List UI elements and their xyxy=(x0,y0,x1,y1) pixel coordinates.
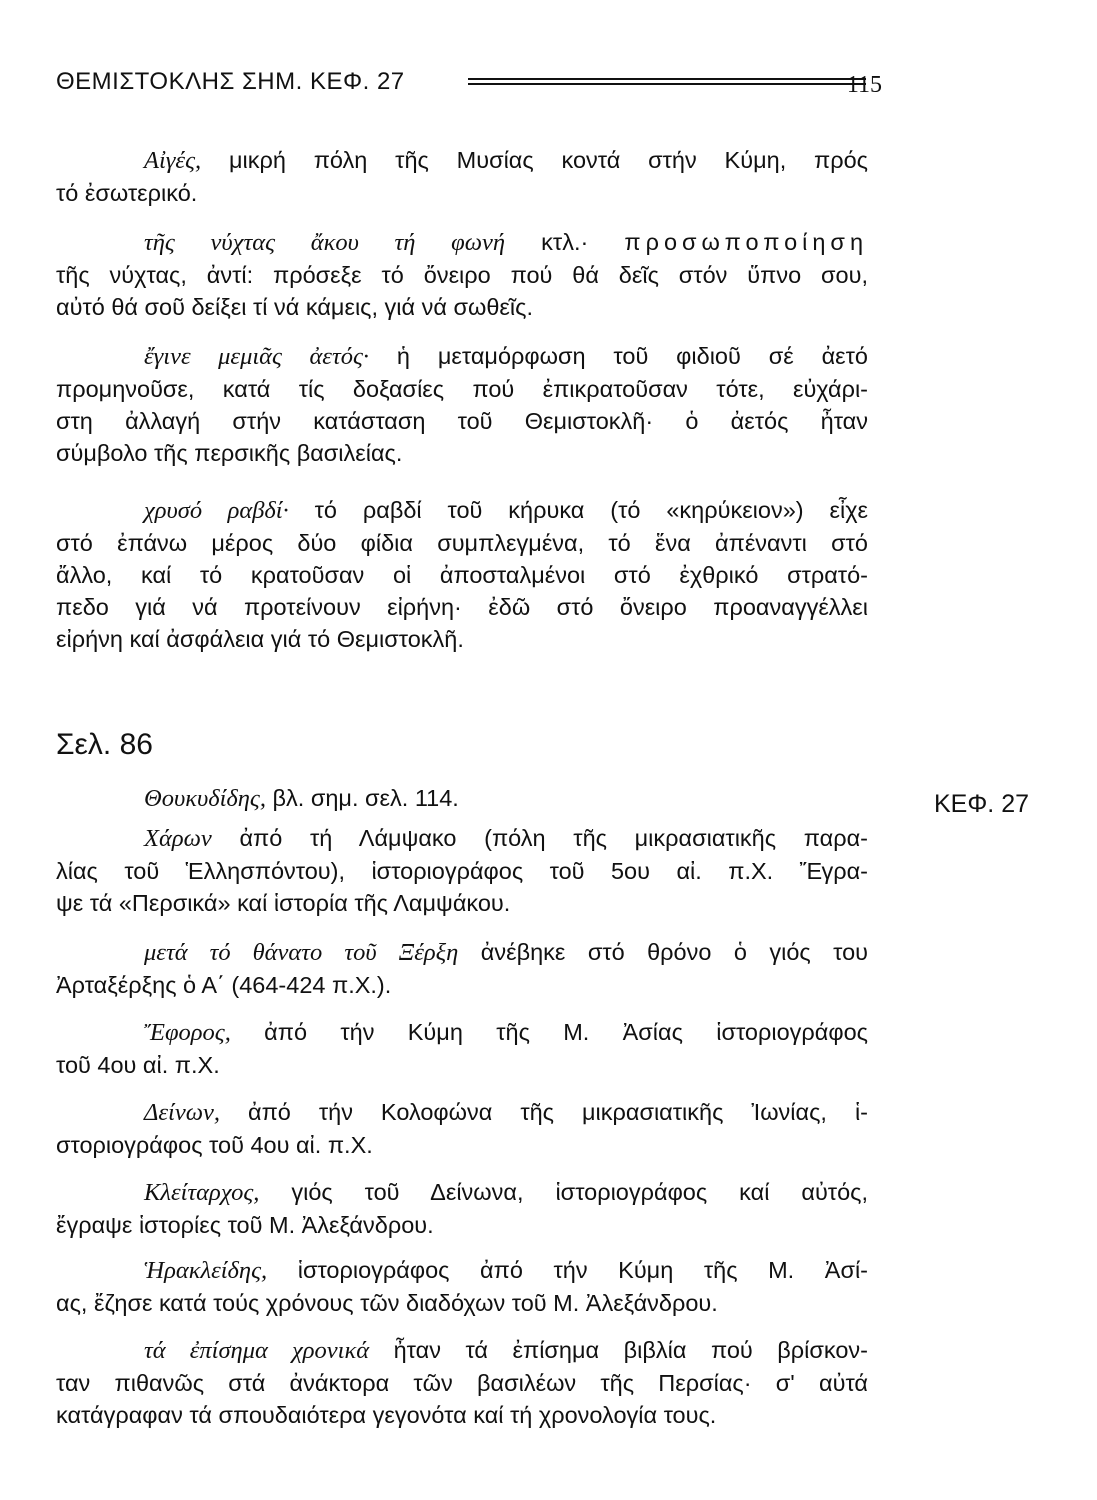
note-text: ἀπό τήν Κολοφώνα τῆς μικρασιατικῆς Ἰωνίας, ἱ- xyxy=(248,1099,868,1125)
note-ephorus xyxy=(56,1016,868,1081)
note-text: κτλ.· xyxy=(541,229,589,255)
note-line: στη ἀλλαγή στήν κατάσταση τοῦ Θεμιστοκλῆ· ὁ ἀετός ἦταν xyxy=(56,408,868,434)
note-line: ἔγραψε ἱστορίες τοῦ Μ. Ἀλεξάνδρου. xyxy=(56,1212,434,1238)
note-night-voice xyxy=(56,226,868,323)
note-lemma: Θουκυδίδης, xyxy=(144,785,266,812)
note-text: ἀπό τήν Κύμη τῆς Μ. Ἀσίας ἱστοριογράφος xyxy=(264,1019,868,1045)
note-lemma: Κλείταρχος, xyxy=(144,1179,260,1206)
note-line: τοῦ 4ου αἰ. π.Χ. xyxy=(56,1052,220,1078)
note-line: κατάγραφαν τά σπουδαιότερα γεγονότα καί τή χρονολογία τους. xyxy=(56,1402,717,1428)
note-line: ταν πιθανῶς στά ἀνάκτορα τῶν βασιλέων τῆς Περσίας· σ' αὐτά xyxy=(56,1370,868,1396)
note-line: αὐτό θά σοῦ δείξει τί νά κάμεις, γιά νά σωθεῖς. xyxy=(56,294,533,320)
note-line: ἄλλο, καί τό κρατοῦσαν οἱ ἀποσταλμένοι στό ἐχθρικό στρατό- xyxy=(56,562,868,588)
note-line: πεδο γιά νά προτείνουν εἰρήνη· ἐδῶ στό ὄνειρο προαναγγέλλει xyxy=(56,594,868,620)
note-line xyxy=(56,1176,868,1209)
note-lemma: Ἡρακλείδης, xyxy=(144,1257,268,1284)
note-lemma: ἔγινε μεμιᾶς ἀετός· xyxy=(144,343,370,370)
note-text: γιός τοῦ Δείνωνα, ἱστοριογράφος καί αὐτός, xyxy=(291,1179,868,1205)
note-dinon xyxy=(56,1096,868,1161)
note-lemma: Ἔφορος, xyxy=(144,1019,231,1046)
note-eagle xyxy=(56,340,868,469)
note-text: ἡ μεταμόρφωση τοῦ φιδιοῦ σέ ἀετό xyxy=(396,343,868,369)
note-line xyxy=(56,1016,868,1049)
note-golden-staff xyxy=(56,494,868,655)
running-head xyxy=(56,66,882,106)
note-line: ψε τά «Περσικά» καί ἱστορία τῆς Λαμψάκου. xyxy=(56,890,511,916)
note-line: τῆς νύχτας, ἀντί: πρόσεξε τό ὄνειρο πού θά δεῖς στόν ὕπνο σου, xyxy=(56,262,868,288)
note-line xyxy=(56,822,868,855)
note-line: λίας τοῦ Ἑλλησπόντου), ἱστοριογράφος τοῦ 5ου αἰ. π.Χ. Ἔγρα- xyxy=(56,858,868,884)
note-lemma: Δείνων, xyxy=(144,1099,221,1126)
running-title: ΘΕΜΙΣΤΟΚΛΗΣ ΣΗΜ. ΚΕΦ. 27 xyxy=(56,68,405,95)
note-text: βλ. σημ. σελ. 114. xyxy=(272,785,459,811)
note-text: ἀπό τή Λάμψακο (πόλη τῆς μικρασιατικῆς παρα- xyxy=(239,825,869,851)
note-xerxes xyxy=(56,936,868,1001)
note-line: στοριογράφος τοῦ 4ου αἰ. π.Χ. xyxy=(56,1132,373,1158)
note-line xyxy=(56,1334,868,1367)
note-line xyxy=(56,144,868,177)
note-line xyxy=(56,1254,868,1287)
note-text: ἦταν τά ἐπίσημα βιβλία πού βρίσκον- xyxy=(393,1337,868,1363)
section-heading: Σελ. 86 xyxy=(56,728,153,761)
note-line xyxy=(56,936,868,969)
note-cleitarchus xyxy=(56,1176,868,1241)
note-line: εἰρήνη καί ἀσφάλεια γιά τό Θεμιστοκλῆ. xyxy=(56,626,464,652)
note-charon xyxy=(56,822,868,919)
note-lemma: τά ἐπίσημα χρονικά xyxy=(144,1337,370,1364)
note-line: στό ἐπάνω μέρος δύο φίδια συμπλεγμένα, τό ἕνα ἀπέναντι στό xyxy=(56,530,868,556)
note-text: ἱστοριογράφος ἀπό τήν Κύμη τῆς Μ. Ἀσί- xyxy=(297,1257,869,1283)
note-chronicles xyxy=(56,1334,868,1431)
note-lemma: μετά τό θάνατο τοῦ Ξέρξη xyxy=(144,939,459,966)
note-aiges xyxy=(56,144,868,209)
note-heracleides xyxy=(56,1254,868,1319)
note-line xyxy=(56,782,868,815)
note-thucydides xyxy=(56,782,868,815)
note-line xyxy=(56,226,868,259)
margin-chapter-ref: ΚΕΦ. 27 xyxy=(934,790,1029,818)
note-line xyxy=(56,1096,868,1129)
header-double-rule xyxy=(468,78,866,85)
note-line: ας, ἔζησε κατά τούς χρόνους τῶν διαδόχων τοῦ Μ. Ἀλεξάνδρου. xyxy=(56,1290,718,1316)
note-line: Ἀρταξέρξης ὁ Α΄ (464-424 π.Χ.). xyxy=(56,972,392,998)
note-line: σύμβολο τῆς περσικῆς βασιλείας. xyxy=(56,440,403,466)
note-text: τό ραβδί τοῦ κήρυκα (τό «κηρύκειον») εἶχε xyxy=(314,497,869,523)
spaced-term: προσωποποίηση xyxy=(624,229,869,255)
note-text: μικρή πόλη τῆς Μυσίας κοντά στήν Κύμη, πρός xyxy=(228,147,868,173)
note-lemma: χρυσό ραβδί· xyxy=(144,497,289,524)
note-line: τό ἐσωτερικό. xyxy=(56,180,198,206)
page-number: 115 xyxy=(846,72,882,98)
note-lemma: Χάρων xyxy=(144,825,212,852)
note-text: ἀνέβηκε στό θρόνο ὁ γιός του xyxy=(480,939,869,965)
note-lemma: Αἰγές, xyxy=(144,147,202,174)
note-line: προμηνοῦσε, κατά τίς δοξασίες πού ἐπικρατοῦσαν τότε, εὐχάρι- xyxy=(56,376,868,402)
note-line xyxy=(56,494,868,527)
note-line xyxy=(56,340,868,373)
note-lemma: τῆς νύχτας ἄκου τή φωνή xyxy=(144,229,506,256)
